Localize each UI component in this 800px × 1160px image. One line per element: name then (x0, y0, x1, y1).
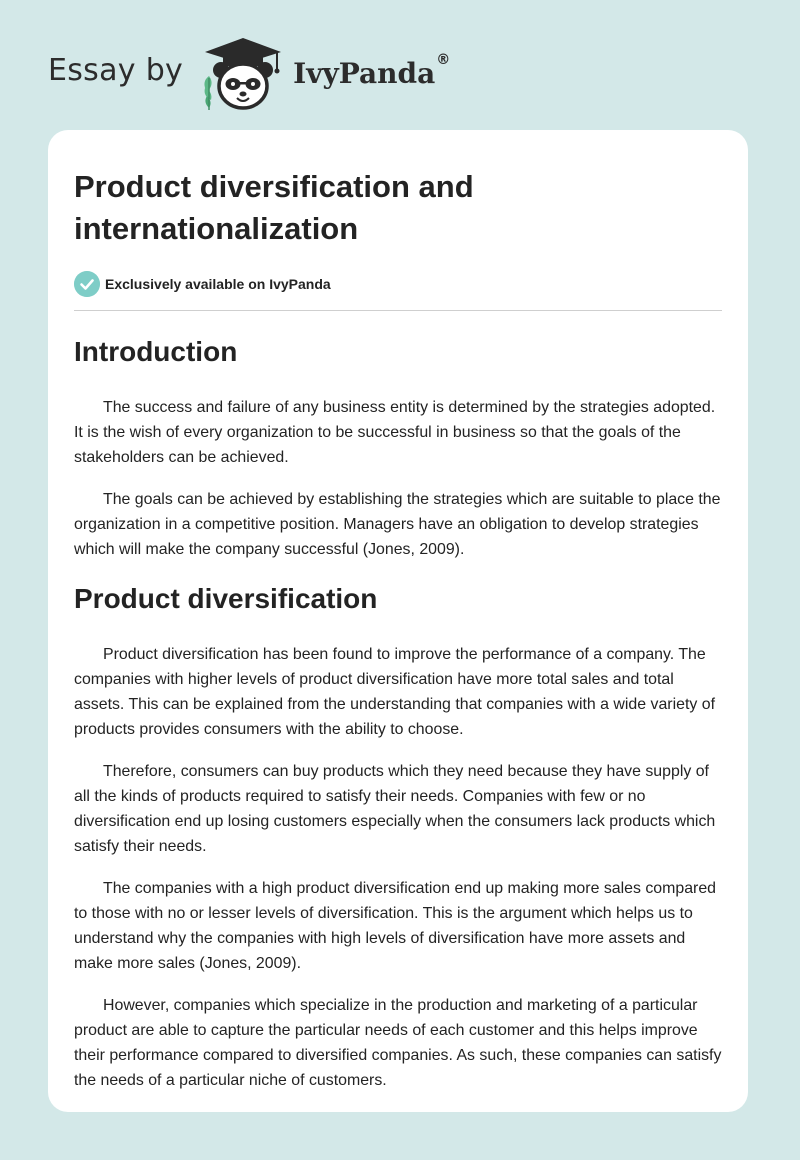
badge-text: Exclusively available on IvyPanda (105, 276, 331, 292)
paragraph: The companies with a high product diversification end up making more sales compared to those with no or lesser levels of diversification. This is the argument which helps us to understand why the companies with high levels of diversification have more assets and make more sales (Jones, 2009). (74, 880, 716, 972)
check-circle-icon (74, 271, 100, 297)
paragraph: The goals can be achieved by establishing the strategies which are suitable to place the organization in a competitive position. Managers have an obligation to develop strategies which will make the company successful (Jones, 2009). (74, 491, 721, 558)
essay-card (48, 130, 748, 1112)
panda-graduate-logo-icon (197, 34, 289, 114)
exclusive-badge (74, 270, 722, 298)
paragraph: Product diversification has been found to improve the performance of a company. The companies with higher levels of product diversification have more total sales and total assets. This can be explained from the understanding that companies with a wide variety of products provides consumers with the ability to choose. (74, 646, 715, 738)
page-title: Product diversification and internationalization (74, 169, 474, 246)
paragraph: However, companies which specialize in the production and marketing of a particular product are able to capture the particular needs of each customer and this helps improve their performance compared to diversified companies. As such, these companies can satisfy the needs of a particular niche of customers. (74, 997, 722, 1089)
brand-header[interactable] (48, 34, 450, 114)
divider (74, 310, 722, 311)
paragraph: Therefore, consumers can buy products which they need because they have supply of all the kinds of products required to satisfy their needs. Companies with few or no diversification end up losing customers especially when the consumers lack products which satisfy their needs. (74, 763, 716, 855)
brand-prefix: Essay by (48, 52, 184, 88)
paragraph: The success and failure of any business entity is determined by the strategies adopted. It is the wish of every organization to be successful in business so that the goals of the stakeholders can be achieved. (74, 399, 716, 466)
section-product-diversification (74, 582, 722, 1093)
section-heading: Product diversification (74, 583, 378, 614)
brand-name: IvyPanda® (293, 52, 451, 90)
section-introduction (74, 335, 722, 562)
registered-mark: ® (436, 52, 451, 69)
section-heading: Introduction (74, 336, 238, 367)
